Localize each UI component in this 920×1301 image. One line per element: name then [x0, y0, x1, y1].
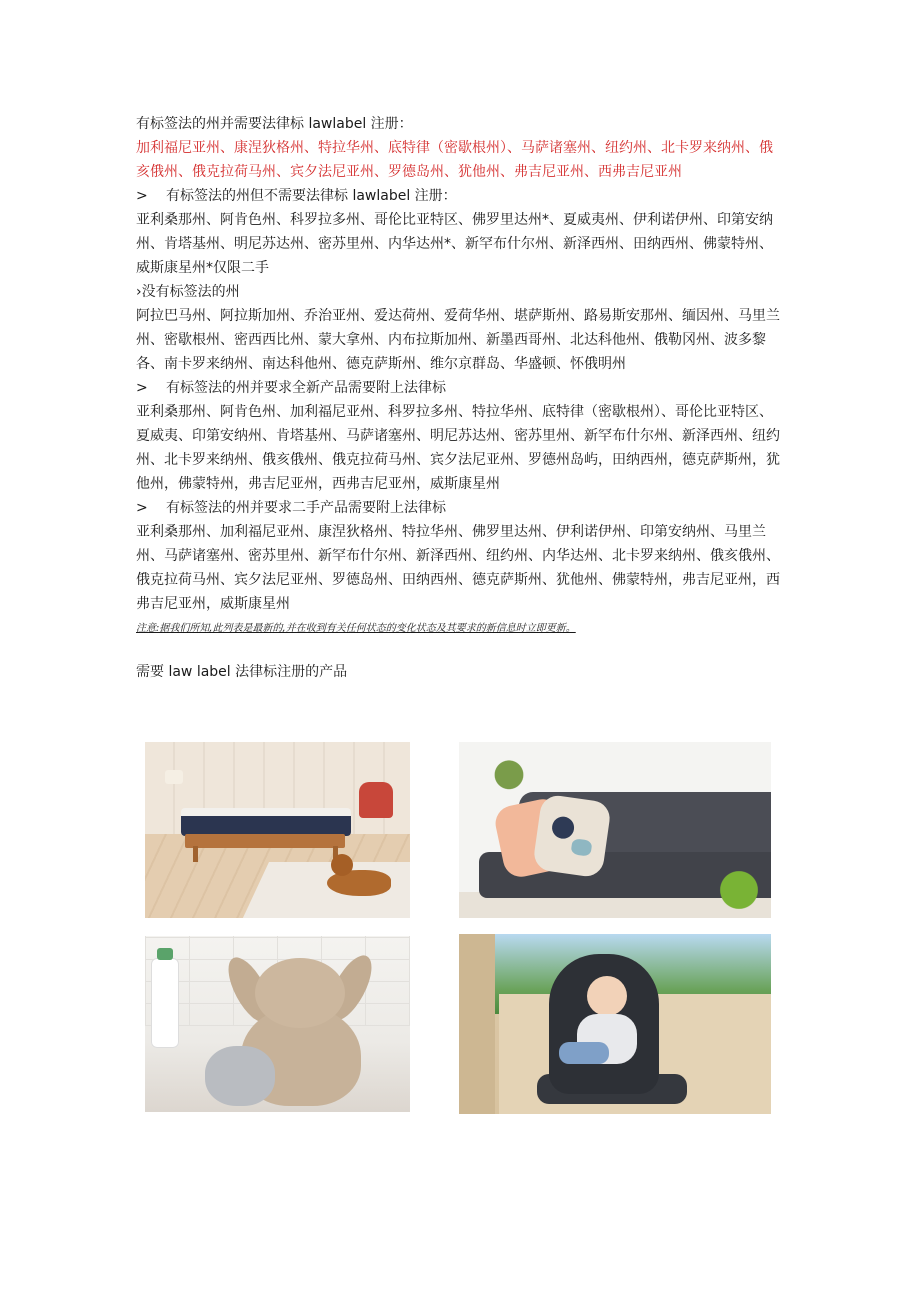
plush-toy-image [145, 936, 410, 1112]
plant-icon [489, 746, 529, 794]
car-door-frame [459, 934, 495, 1114]
bullet-mark: > [136, 380, 148, 396]
section-2-heading-text: 有标签法的州但不需要法律标 lawlabel 注册： [166, 188, 457, 204]
section-3-body: 阿拉巴马州、阿拉斯加州、乔治亚州、爱达荷州、爱荷华州、堪萨斯州、路易斯安那州、缅因州、马里兰州、密歇根州、密西西比州、蒙大拿州、内布拉斯加州、新墨西哥州、北达科他州、俄勒冈州、波多黎各、南卡罗来纳州、南达科他州、德克萨斯州、维尔京群岛、华盛顿、怀俄明州 [136, 308, 780, 372]
section-5-heading-text: 有标签法的州并要求二手产品需要附上法律标 [166, 500, 446, 516]
update-note: 注意:据我们所知,此列表是最新的,并在收到有关任何状态的变化状态及其要求的新信息时立即更新。 [136, 623, 576, 634]
section-1-heading: 有标签法的州并需要法律标 lawlabel 注册： [136, 116, 413, 132]
section-2-heading [136, 184, 781, 208]
plant-icon [709, 862, 769, 918]
mattress [181, 808, 351, 836]
section-4-body: 亚利桑那州、阿肯色州、加利福尼亚州、科罗拉多州、特拉华州、底特律（密歇根州）、哥伦比亚特区、夏威夷、印第安纳州、肯塔基州、马萨诸塞州、明尼苏达州、密苏里州、新罕布什尔州、新泽西州、纽约州、北卡罗来纳州、俄亥俄州、俄克拉荷马州、宾夕法尼亚州、罗德州岛屿，田纳西州，德克萨斯州，犹他州，佛蒙特州，弗吉尼亚州，西弗吉尼亚州，威斯康星州 [136, 404, 780, 492]
products-title: 需要 law label 法律标注册的产品 [136, 664, 348, 680]
section-4-heading-text: 有标签法的州并要求全新产品需要附上法律标 [166, 380, 446, 396]
bed-leg [193, 846, 198, 862]
armchair [359, 782, 393, 818]
plush-elephant [205, 1046, 275, 1106]
bunny-head [255, 958, 345, 1028]
bed-frame [185, 834, 345, 848]
bullet-mark: > [136, 500, 148, 516]
bullet-mark: > [136, 188, 148, 204]
section-5-heading [136, 496, 781, 520]
lamp-icon [165, 770, 183, 784]
pillow-pattern [570, 838, 592, 857]
section-3-heading: ›没有标签法的州 [136, 284, 240, 300]
baby-head [587, 976, 627, 1016]
bottle [151, 958, 179, 1048]
sofa-image [459, 742, 771, 918]
pillow [532, 793, 612, 878]
bottle-cap [157, 948, 173, 960]
section-2-body: 亚利桑那州、阿肯色州、科罗拉多州、哥伦比亚特区、佛罗里达州*、夏威夷州、伊利诺伊州、印第安纳州、肯塔基州、明尼苏达州、密苏里州、内华达州*、新罕布什尔州、新泽西州、田纳西州、佛蒙特州、威斯康星州*仅限二手 [136, 212, 773, 276]
baby-legs [559, 1042, 609, 1064]
section-4-heading [136, 376, 781, 400]
section-5-body: 亚利桑那州、加利福尼亚州、康涅狄格州、特拉华州、佛罗里达州、伊利诺伊州、印第安纳州、马里兰州、马萨诸塞州、密苏里州、新罕布什尔州、新泽西州、纽约州、内华达州、北卡罗来纳州、俄亥俄州、俄克拉荷马州、宾夕法尼亚州、罗德岛州、田纳西州、德克萨斯州、犹他州、佛蒙特州，弗吉尼亚州，西弗吉尼亚州，威斯康星州 [136, 524, 780, 612]
mattress-image [145, 742, 410, 918]
pillow-pattern [551, 815, 576, 840]
section-1-body: 加利福尼亚州、康涅狄格州、特拉华州、底特律（密歇根州）、马萨诸塞州、纽约州、北卡罗来纳州、俄亥俄州、俄克拉荷马州、宾夕法尼亚州、罗德岛州、犹他州、弗吉尼亚州、西弗吉尼亚州 [136, 140, 773, 180]
document-body [136, 112, 781, 698]
dog-head [331, 854, 353, 876]
car-seat-image [459, 934, 771, 1114]
